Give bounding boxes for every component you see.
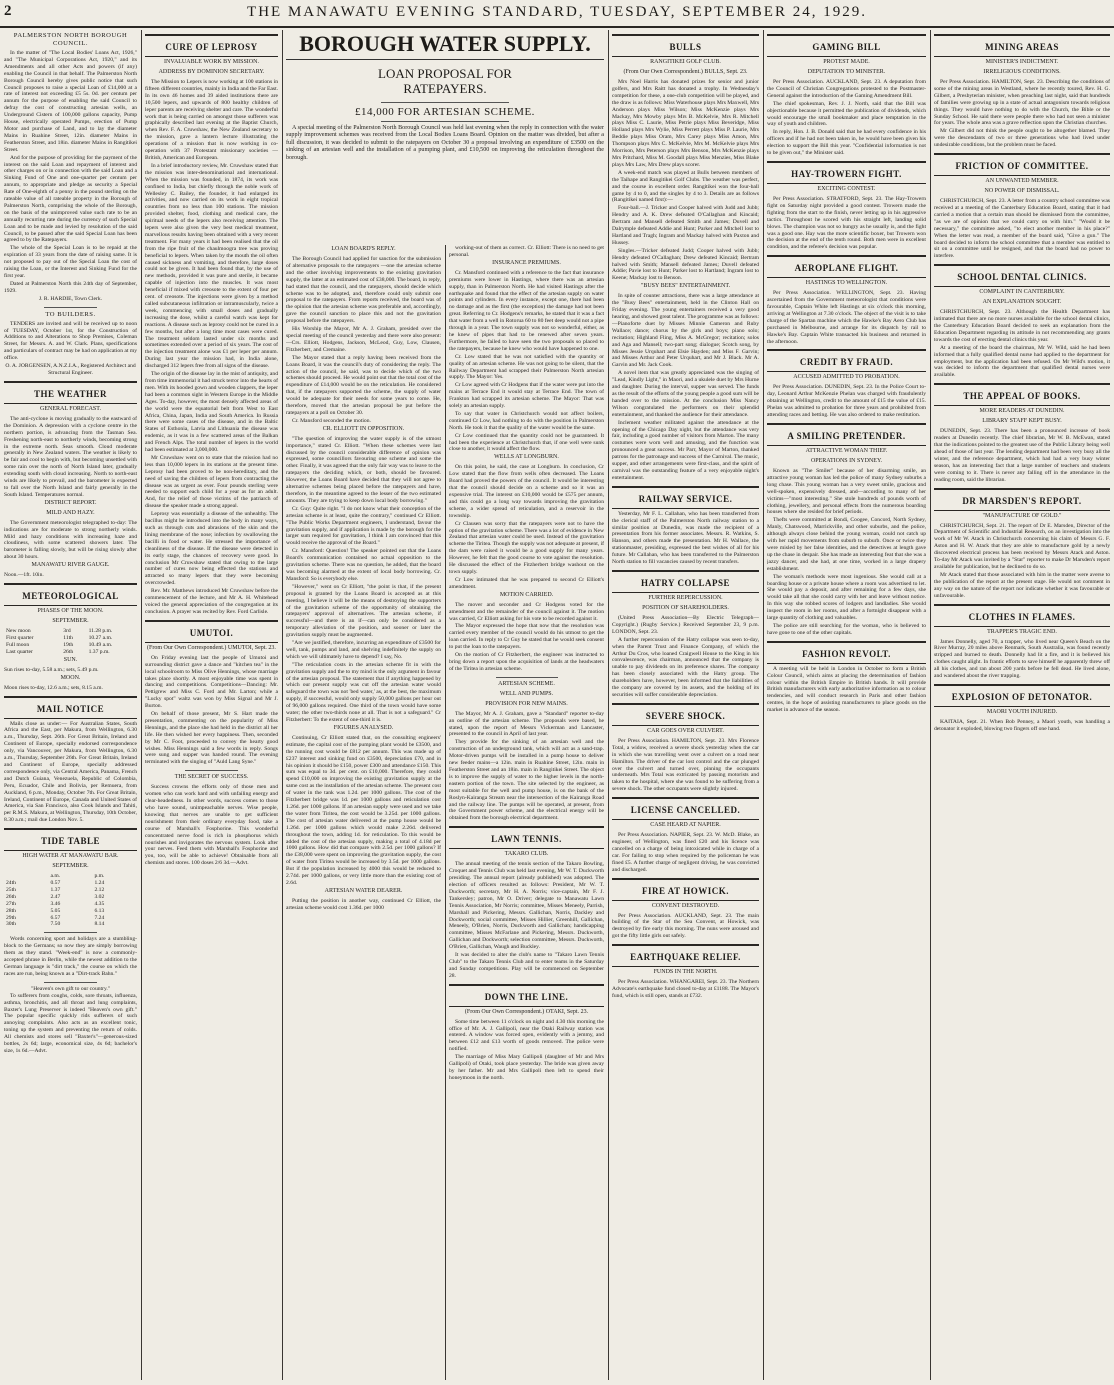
rail-body: Yesterday, Mr F. L. Callahan, who has been transferred from the clerical staff of the Palmerston North railway station to a similar position at Dunedin, was made the recipient of a presentation from his former associates. Messrs. R. Watkins, S. Hanson, and others made the presentation. Mr H. Wallace, the stationmaster, presiding, expressed the best wishes of all for his future. Mr Callahan, who has been transferred to the Palmerston North station to fill vacancies caused by recent transfers. (612, 510, 759, 566)
busy-body: Inclement weather militated against the attendance at the opening of the Chicago Day night, but the attendance was very fair, including a good number of visitors from Marton. The many costumes were worn well and amusing, and the function was pronounced a great success. Mr Parr, Mayor of Marton, thanked patrons for the patronage and success of the Carnival. The music, supper, and other arrangements were first-class, and the spirit of carnival was the outstanding feature of a very enjoyable night's entertainment. (612, 419, 759, 481)
motion-heading: MOTION CARRIED. (499, 591, 554, 598)
motion-body: On the motion of Cr Fitzherbert, the engineer was instructed to bring down a report upon the acquisition of lands at the headwaters of the Tiritea in artesian scheme. (449, 652, 604, 672)
marsden-heading: DR MARSDEN'S REPORT. (962, 495, 1082, 506)
mining-body: Mr Gilbert did not think the people ought to be altogether blamed. They were the descendants of two or three generations who had lived under undesirable conditions, but the problem must be faced. (934, 128, 1110, 149)
column-5 (612, 30, 759, 1380)
dental-heading: SCHOOL DENTAL CLINICS. (957, 272, 1087, 283)
artesian-subheading: WELL AND PUMPS. (499, 690, 554, 697)
notice-signature: J. R. HARDIE, Town Clerk. (38, 295, 103, 302)
flames-heading: CLOTHES IN FLAMES. (968, 611, 1076, 622)
licence-heading: LICENSE CANCELLED. (630, 805, 741, 816)
board-body: His Worship the Mayor, Mr A. J. Graham, presided over the special meeting of the council yesterday and there were also present:—Crs. Elliott, Hodgens, Jackson, McLeod, Guy, Low, Clausen, Fitzherbert, and Cremaine. (286, 326, 441, 353)
divider (44, 982, 97, 983)
table-row: 26th 2.47 3.02 (6, 893, 105, 900)
busy-body: A novel item that was greatly appreciated was the singing of "Lead, Kindly Light," in Maori, and a ukulele duet by Mrs Hurne and daughter. During the interval, supper was served. The funds as the result of the efforts of the young people a good sum will be handed over to the mission. At the conclusion Miss Nancy Wilson congratulated the performers on their splendid entertainment, and thanked the audience for their attendance. (612, 370, 759, 418)
revolt-heading: FASHION REVOLT. (802, 648, 891, 659)
credit-subheading: ACCUSED ADMITTED TO PROBATION. (793, 374, 900, 381)
cure-body: Rev. Mr. Matthews introduced Mr Cruwshaw before the commencement of the lecture, and Mr A. H. Whitehead voiced the general appreciation of the congregation at its conclusion. A prayer was recited by Rev. Ford Carlisle. (145, 588, 278, 615)
dearer-heading: ARTESIAN WATER DEARER. (324, 887, 403, 894)
licence-subheading: CASE HEARD AT NAPIER. (650, 822, 721, 829)
umutoi-heading: UMUTOI. (189, 627, 234, 638)
fire-subheading: CONVENT DESTROYED. (651, 902, 720, 909)
bulls-body: A week-end match was played at Bulls between members of the Taihape and Rangitikei Golf Clubs. The weather was perfect, and the course in excellent order. Rangitikei won the four-ball game by 4 to 0, and the singles by 4 to 3. Details are as follows (Rangitikei named first):— (612, 169, 759, 204)
elliott-body: "The reticulation costs in the artesian scheme fit in with the gravitation supply and the to my mind is the only argument in favour of the artesian proposal. The statement that if anything happened by which our present supply was cut off the artesian water would safeguard the town was not 'bed water,' as, at the best, the maximum supply, if successful, would only supply 50,000 gallons per hour out of 96,000 gallons required. One third of the town would have some water; the other two-thirds none at all. That is not a safeguard." Cr Fitzherbert: To the extent of one-third it is. (286, 661, 441, 723)
dental-body: CHRISTCHURCH, Sept. 23. Although the Health Department has intimated that there are no more nurses available for the school dental clinics, the Canterbury Education Board decided to seek an explanation from the Education Department regarding its attitude in not recommending any grants towards the cost of erecting dental clinics this year. (934, 309, 1110, 343)
column-1 (4, 30, 137, 1380)
severe-body: Per Press Association. HAMILTON, Sept. 23. Mrs Florence Total, a widow, received a severe shock yesterday when the car in which she was travelling went over a culvert on a road near Hamilton. The driver of the car lost control and the car plunged over the culvert and turned over, pinning the occupants underneath. Mrs Total was extricated by passing motorists and taken to the hospital, where she was found to be suffering from a severe shock. The other occupants were slightly injured. (612, 737, 759, 793)
books-subheading: LIBRARY STAFF KEPT BUSY. (982, 418, 1062, 425)
flames-body: James Donnelly, aged 70, a trapper, who lived near Queen's Beach on the River Murray, 20 miles above Renmark, South Australia, was found recently stripped and burned to death. Donnelly had lit a fire, and it is believed his clothes caught alight. In frantic efforts to save himself he apparently threw off all his clothes, and ran about 200 yards before he fell dead. He lived alone, and wandered about the river trapping. (934, 638, 1110, 680)
wells-body: Cr Low intimated that he was prepared to second Cr Elliott's amendment. (449, 576, 604, 590)
notice-heading: PALMERSTON NORTH BOROUGH COUNCIL. (13, 32, 128, 47)
gaming-body: Per Press Association. AUCKLAND, Sept. 23. A deputation from the Council of Christian Congregations protested to the Postmaster-General against the introduction of the Gaming Amendment Bill. (767, 79, 926, 99)
friction-subheading: AN UNWANTED MEMBER. (985, 178, 1059, 185)
artesian-body: The Mayor, Mr A. J. Graham, gave a "Standard" reporter to-day an outline of the artesian scheme. The proposals were based, he stated, upon the report of Messrs Vickerman and Lancaster, presented to the council in April of last year. (449, 710, 604, 738)
cure-heading: CURE OF LEPROSY (165, 42, 258, 52)
notice-body: And for the purpose of providing for the payment of the interest on the said Loan and repayment of interest and other charges on or in connection with the said Loan and a Sinking Fund of One and one-quarter per centum per annum, to appropriate and pledge as security a Special Rate of One-eighth of a penny in the pound sterling on the rateable value of all rateable property in the Borough of Palmerston North, comprising the whole of the Borough, on the basis of the unimproved value such rate to be an annually recurring rate during the currency of such Special Loan and to be made and levied by resolution of the said Council, to be passed after the said Special Loan has been agreed to by the Ratepayers. (4, 154, 137, 244)
licence-body: Per Press Association. NAPIER, Sept. 23. W. McD. Blake, an engineer, of Wellington, was fined £20 and his licence was cancelled on a charge of being intoxicated while in charge of a car. For failing to stop when required by the policeman he was fined £5. A further charge of negligent driving, he was convicted and discharged. (612, 832, 759, 873)
explosion-heading: EXPLOSION OF DETONATOR. (951, 691, 1093, 702)
insurance-body: Cr. Low stated that he was not satisfied with the quantity or quality of an artesian scheme. He was not going to be silent, that the Railway Department had scrapped their Palmerston North artesian supply. The Mayor: Yes. (449, 353, 604, 381)
dental-subheading: COMPLAINT IN CANTERBURY. (979, 289, 1065, 296)
column-3 (286, 245, 441, 1380)
hay-heading: HAY-TROWERN FIGHT. (791, 168, 902, 179)
lead-intro: A special meeting of the Palmerston North Borough Council was held last evening when the reply in connection with the water supply improvement schemes was received from the Local Bodies Loans Board. Opinion on the matter was divided, but after a full discussion, it was decided to submit to the ratepayers on October 30 a proposal involving an expenditure of £3500 on the sinking of an artesian well and the installation of a pumping plant, and £10,500 on improving the reticulation throughout the borough. (286, 125, 604, 161)
river-reading: Noon.—1ft. 10in. (4, 572, 44, 579)
dearer-body: Putting the position in another way, continued Cr Elliott, the artesian scheme would cost 1.36d. per 1000 (286, 897, 441, 911)
table-row: 24th 0.57 1.24 (6, 880, 105, 887)
column-rule (763, 30, 764, 1380)
river-heading: MANAWATU RIVER GAUGE. (31, 562, 110, 569)
fire-body: Per Press Association. AUCKLAND, Sept. 23. The main building of the Star of the Sea Convent, at Howick, was destroyed by fire early this morning. The nuns were aroused and got the fifty little girls out safely. (612, 912, 759, 940)
busy-heading: "BUSY BEES" ENTERTAINMENT. (640, 283, 731, 290)
artesian-subheading: PROVISION FOR NEW MAINS. (485, 700, 568, 707)
mining-body: Per Press Association. HAMILTON, Sept. 23. Describing the conditions of some of the mining areas in Westland, where he recently toured, Rev. H. G. Gilbert, a Presbyterian minister, when preaching last night, said that hundreds of families were growing up in a state of actual antagonism towards religious things. They would have nothing to do with the Church, the Bible or the Sunday School. He said there were people there who had not seen a minister for years. The whole area was a grave reflection upon the Christian churches. (934, 79, 1110, 127)
builders-body: TENDERS are invited and will be received up to noon of TUESDAY, October 1st, for the Construction of Additions to and Alterations to Shop Premises, Coleman Street, for Messrs. A. and W. Clark. Plans, specifications and particulars of contract may be had on application at my office. (4, 320, 137, 362)
dental-body: At a meeting of the board the chairman, Mr W. Wild, said he had been informed that a fully qualified dental nurse had applied to the department for employment, but the application had been refused. On Mr Wild's motion, it was decided to inform the department that qualified dental nurses were available. (934, 344, 1110, 379)
meteorological-heading: METEOROLOGICAL (22, 591, 119, 602)
wells-body: On this point, he said, the case at Longburn. In conclusion, Cr Low stated that the flow from wells often decreased. The Loans Board had proved the powers of the council. It would be interesting that the council should decide on a scheme and so it was an expensive trial. The interest on £10,000 would be £575 per annum, and this could go a long way towards improving the gravitation scheme, a wider spread of reticulation, and a reservoir in the township. (449, 464, 604, 519)
pretender-body: Thefts were committed at Bondi, Coogee, Concord, North Sydney, Manly, Chatswood, Marrickville, and other suburbs, and the police, although always close behind the young woman, could not catch up with her rapid movements from suburb to suburb. Once or twice they were misled by her false identities, and the detectives at length gave up the chase in despair. She has made an interesting feat that she was a jazzy dancer, and she had, at one time, worked in a large drapery establishment. (767, 517, 926, 572)
divider (44, 307, 97, 308)
mining-subheading: IRRELIGIOUS CONDITIONS. (983, 69, 1061, 75)
tide-month: SEPTEMBER. (52, 863, 89, 870)
weather-body: The anti-cyclone is moving gradually to the eastward of the Dominion. A depression with a cyclone centre in the northern portion, is advancing from the Tasman Sea. Freshening north-east to northerly winds, becoming strong in the extreme north. Seas smooth. Cloud moderate generally in New Zealand waters. The weather is likely to be fair and cool to begin with, but becoming unsettled with some rain over the north of North Island later, gradually extending south with cloud increasing. North to north-east winds are likely to prevail, and the barometer is expected to fall over the North Island and fairly generally in the South Island. Temperatures normal. (4, 415, 137, 498)
revolt-body: A meeting will be held in London in October to form a British Colour Council, which aims at placing the determination of fashion colour within the British Empire in British hands. It will provide British manufacturers with early authoritative information as to colour tendencies, and will conduct research in Paris and other fashion centres, in the hope of assisting manufacturers to place goods on the market in advance of the season. (767, 665, 926, 714)
moon-phases-heading: PHASES OF THE MOON. (37, 608, 104, 615)
table-row: 28th 5.05 6.13 (6, 907, 105, 914)
tide-table (4, 873, 137, 928)
credit-body: Per Press Association. DUNEDIN, Sept. 23. In the Police Court to-day, Leonard Arthur McKenzie Phelan was charged with fraudulently obtaining at Wellington, credit to the amount of £15 the value of £15. Phelan was admitted to probation for three years and prohibited from attending races and betting. He was also ordered to make restitution. (767, 384, 926, 419)
column-rule (141, 30, 142, 1380)
line-subheading: (From Our Own Correspondent.) OTAKI, Sept. 23. (464, 1008, 589, 1015)
marsden-body: CHRISTCHURCH, Sept. 21. The report of Dr E. Marsden, Director of the Department of Scientific and Industrial Research, on an investigation into the work of Mr W. Atack in Christchurch concerning his claim of Messrs G. F. Aston and H. W. Atack that they are able to manufacture gold by a newly discovered electrical process has been received by Messrs Atack and Aston. To-day Mr Atack was invited by a "Star" reporter to make Dr Marsden's report available for publication, but he declined to do so. (934, 522, 1110, 570)
credit-heading: CREDIT BY FRAUD. (799, 357, 894, 368)
marsden-body: Mr Atack stated that those associated with him in the matter were averse to the publication of the report at the present stage. He would not comment in any way on the nature of the report nor indicate whether it was favourable or unfavourable. (934, 571, 1110, 599)
elliott-body: "However," went on Cr Elliott, "the point is that, if the present proposal is granted by the Loans Board is accepted as at this meeting, I believe it will be the means of destroying the supporters of the gravitation scheme of the opportunity of obtaining the ratepayers' approval of alternatives. The artesian scheme, if successful—and there is an if—can only be considered as a temporary alleviation of the position, and sooner or later the gravitation supply must be augmented. (286, 583, 441, 639)
lead-article-header (286, 30, 604, 163)
table-row: Last quarter 26th 1.37 p.m. (6, 648, 110, 655)
mining-subheading: MINISTER'S INDICTMENT. (985, 59, 1059, 65)
board-heading: LOAN BOARD'S REPLY. (331, 246, 396, 252)
cure-body: The Mission to Lepers is now working at 100 stations in fifteen different countries, mainly in India and the Far East. In its own 46 homes and 39 aided institutions there are 10,500 lepers, and upwards of 800 healthy children of leper parents are receiving shelter and care. The wonderful work that is being carried on amongst those sufferers was graphically described last evening at the Baptist Church, when Rev. F. A. Cruwshaw, the New Zealand secretary to the mission, gave a lantern lecture illustrating the operations of a mission that is now working in co-operation with 37 Protestant missionary societies — British, American and European. (145, 79, 278, 161)
lawn-body: The annual meeting of the tennis section of the Takaro Bowling, Croquet and Tennis Club was held last evening, Mr W. T. Duckworth presiding. The annual report (already published) was adopted. The election of officers resulted as follows: President, Mr W. T. Duckworth; secretary, Mr H. A. Norris; vice-captain, Mr F. J. Tankersley; patron, Mr O. Driver; delegate to Manawatu Lawn Tennis Association, Mr Norris; committee, Misses Meneely, Parrish, Marshall and Pickering, Messrs. Gallichan, Norris, Dackley and Dockworth; social committee, Misses Hillier, Greenhill, Gallichan, Meneely, O'Brien, Norris, Duckworth and Gallichan; handicapping committee, Misses McFarlane and Pickering, Messrs. Duckworth, Gallichan and Dockworth; selection committee, Messrs. Duckworth, O'Brien, Gallichan, Waugh and Buckley. (449, 861, 604, 951)
district-subheading: MILD AND HAZY. (46, 509, 95, 516)
figures-body: Continuing, Cr Elliott stated that, on the consulting engineers' estimate, the capital cost of the pumping plant would be £3500, and the running cost would be £812 per annum. This was made up of £237 interest and sinking fund on £3500, depreciation £70, and in his opinion it should be £150, power £300 and attendance £150. This sum was equal to 3d. per cent. on £10,000. Therefore, they could spend £10,000 on improving the existing gravitation supply at the same cost as the installation of the artesian scheme. The present cost of water in the tank was 1.2d. per 1000 gallons. The cost of the Fitzherbert bridge was 1d. per 1000 gallons and reticulation cost 1.26d. per 1000 gallons. If an artesian supply were used and we take the water from Tiritea, the cost would be 3.25d. per 1000 gallons. The cost of artesian water delivered at the pump house would be 1.26d. per 1000 gallons which would make 2.26d. delivered throughout the town, adding 1d. for reticulation. To this would be added the cost of the artesian supply, making a total of 4.18d per 1000 gallons. How did that compare with 2.5d. per 1000 gallons? If the £38,000 were spent on improving the gravitation supply, the cost of water from Tiritea would be increased by 3.5d. per 1000 gallons. But if the population increased by 4000 this would be reduced to 2.74d. per 1000 gallons, or very little more than the existing cost of 2.6d. (286, 734, 441, 886)
books-body: DUNEDIN, Sept. 23. There has been a pronounced increase of book readers at Dunedin recently. The chief librarian, Mr W. B. McEwan, stated that the indications pointed to the greatest use of the Public Library being well ahead of those of last year. The lending department had been very busy all the winter, and the reference department, which had had a very busy winter season, has an interesting fact that a large number of teachers and students were coming to it. There is never any falling off in the attendance in the reading room, said the librarian. (934, 428, 1110, 483)
divider (496, 677, 558, 678)
sun-text: Sun rises to-day, 5.58 a.m.; sets, 5.49 p.m. (4, 666, 99, 673)
quake-heading: EARTHQUAKE RELIEF. (630, 952, 741, 963)
elliott-body: Cr. Guy: Quite right. "I do not know what their conception of the artesian scheme is at least, quite the contrary," continued Cr Elliott. "The Public Works Department engineers, I understand, favour the gravitation supply, and if application is made by the borough for the larger sum required for gravitation, I think I am convinced that this would receive the approval of the Board." (286, 505, 441, 547)
column-2 (145, 30, 278, 1380)
rail-heading: RAILWAY SERVICE. (638, 493, 733, 504)
motion-body: The Mayor expressed the hope that now that the resolution was carried every member of the council would do his utmost to get the loan carried. In reply to Cr Guy he stated that he would seek consent to put the loan to the ratepayers. (449, 623, 604, 651)
builders-signature: O. A. JORGENSEN, A.N.Z.I.A., Registered Architect and Structural Engineer. (5, 363, 136, 376)
severe-heading: SEVERE SHOCK. (645, 710, 726, 721)
secret-body: Success crowns the efforts only of those men and women who can work hard and with unfailing energy and clear-headedness. In other words, success comes to those who have sound, unimpeachable nerves. Wise people, knowing that nerves are unable to get sufficient nourishment from their ordinary everyday food, take a course of Marshall's Fosphorine. This wonderful concentrated nerve food is rich in phosphorus which nourishes and invigorates the nervous system. Look after your nerves. Feed them with Marshall's Fosphorine and you, too, will be able to achieve! Obtainable from all chemists and stores. 100 doses 2/6 3d.—Advt. (145, 784, 278, 867)
hatry-heading: HATRY COLLAPSE (641, 578, 730, 588)
elliott-heading: CR. ELLIOTT IN OPPOSITION. (322, 425, 405, 432)
lawn-heading: LAWN TENNIS. (491, 834, 562, 845)
divider (185, 770, 238, 771)
umutoi-body: On behalf of those present, Mr S. Hart made the presentation, commenting on the popularity of Miss Hennings, and the place she had held in the district all her life. He then wished her every happiness. Then, seconded by Mr C. Foot, proceeded to convey the hearty good wishes. Miss Hennings said a few words in reply. Songs were sung and supper was handed round. The evening terminated with the singing of "Auld Lang Syne." (145, 711, 278, 766)
bulls-subheading: RANGITIKEI GOLF CLUB. (650, 59, 721, 65)
hatry-subheading: FURTHER REPERCUSSION. (648, 595, 723, 601)
cure-subheading: ADDRESS BY DOMINION SECRETARY. (158, 69, 265, 75)
masthead (0, 0, 1114, 28)
column-4 (449, 245, 604, 1380)
lead-subhead: LOAN PROPOSAL FOR RATEPAYERS. (378, 66, 512, 96)
moon-text: Moon rises to-day, 12.6 a.m.; sets, 8.15 a.m. (4, 684, 103, 691)
insurance-body: Cr Low continued that the quantity could not be guaranteed. It had been the experience at Christchurch that, if one well were sunk close to another, it would affect the flow. (449, 432, 604, 453)
pretender-body: Known as "The Smiler" because of her disarming smile, an attractive young woman has led the police of many Sydney suburbs a long chase. This young woman has a very sweet smile, gracious and well-spoken, expensively dressed, and—according to many of her victims—"most interesting." She stole hundreds of pounds worth of clothing, jewellery, and personal effects from the numerous boarding houses where she resided for brief periods. (767, 468, 926, 516)
builders-heading: TO BUILDERS. (45, 310, 96, 318)
busy-body: In spite of counter attractions, there was a large attendance at the "Busy Bees" entertainment, held in the Clinton Hall on Friday evening. The young entertainers received a very good hearing, and showed great talent. The programme was as follows:—Pianoforte duet by Misses Minnie Cameron and Ruby Wallace; dance; chorus by the girls and boys; piano solo; recitation; Highland Fling, Miss A. McGregor; recitation; solos and Aga and Mansell; two-part song; dialogue; Scotch song, by Misses Jessie Urquhart and Elsie Hayden; and Miss F. Garvin; and Misses Arthur and Peter Urquhart, and Mr J. Black. Mr A. Garvin and Mr. Jack Cook. (612, 293, 759, 369)
lawn-subheading: TAKARO CLUB. (504, 851, 549, 858)
column-7 (934, 30, 1110, 1380)
wells-body: Cr Clausen was sorry that the ratepayers were not to have the option of the gravitation scheme. There was a lot of evidence in New Zealand that artesian water could be used. Instead of the gravitation scheme the Tiritea. Though the supply was not adequate at present, if the dam were raised it would be a good supply for many years. However, he felt that the good course to vote against the resolution. He discussed the effect of the Fitzherbert bridge washout on the town supply. (449, 520, 604, 575)
notice-body: The whole of the Special Loan is to be repaid at the expiration of 33 years from the date of raising same. It is not proposed to pay out of the Special Loan the cost of raising the Loan, or the Interest and Sinking Fund for the first year. (4, 245, 137, 279)
moon-table (4, 628, 137, 656)
board-body: Cr. Mansford seconded the motion. (292, 417, 371, 424)
figures-heading: FIGURES ANALYSED. (333, 724, 394, 731)
friction-subheading: NO POWER OF DISMISSAL. (984, 188, 1060, 195)
fire-heading: FIRE AT HOWICK. (642, 885, 729, 896)
umutoi-subheading: (From Our Own Correspondent.) UMUTOI, Sept. 23. (147, 644, 276, 651)
cure-body: The origin of the disease lay in the mist of antiquity, and from time immemorial it had struck terror into the hearts of men. With its hooded gown and wooden clappers, the leper had been a common sight in Western Europe in the Middle Ages. To-day, however, the most densely affected areas of the world were the equatorial belt from West to East Africa, China, Japan, India and South America. In Russia there were some cases of the disease, and in the Baltic States of Esthonia, Latvia and Lithuania the disease was endemic, as it was in a few scattered areas of the Balkan and French Alps. The total number of lepers in the world had been estimated at 3,000,000. (145, 371, 278, 454)
notice-body: In the matter of "The Local Bodies' Loans Act, 1926," and "The Municipal Corporations Act, 1920," and its Amendments and all other Acts and powers (if any) enabling the Council in that behalf. The Palmerston North Borough Council hereby gives public notice that such Council proposes to raise a special Loan of £14,000 at a rate of interest not exceeding £5 5s. 0d. per centum per annum for the purpose of enabling the said Council to defray the cost of constructing artesian wells, an Underground Cistern of 100,000 gallons capacity, Pump House, electrically operated Pumps, erection of Pump Motor and purchase of Land, and to lay the diameter Mains in Ruahine Street, 12in. diameter Mains in Featherston Street, and 18in. diameter Mains in Rangitikei Street. (4, 50, 137, 153)
elliott-body: "Are we justified, therefore, incurring an expenditure of £3500 for well, tank, pumps and land, and shelving indefinitely the supply on which we will ultimately have to depend? I say, No. (286, 640, 441, 660)
marsden-subheading: "MANUFACTURE OF GOLD." (982, 512, 1062, 519)
bulls-body: Four-ball.—J. Tricker and Cooper halved with Judd and Jubb; Hendry and A. K. Drew defeated O'Callaghan and Kincaid; Bertram and Mansell defeated Smith and James; Duvell and Dalrymple defeated Addie and Hunt; Parker and Mitchell lost to Hartland and Tragh; Ingram and Mackay halved with Paxton and Hussey. (612, 205, 759, 246)
flames-subheading: TRAPPER'S TRAGIC END. (987, 628, 1057, 635)
explosion-body: KAITAIA, Sept. 21. When Bob Penney, a Maori youth, was handling a detonator it exploded, blowing two fingers off one hand. (934, 718, 1110, 732)
table-row: 25th 1.37 2.12 (6, 886, 105, 893)
umutoi-body: On Friday evening last the people of Umutoi and surrounding district gave a dance and "kitchen tea" in the local schoolroom to Miss Olive Hennings, whose marriage takes place shortly. A most enjoyable time was spent in dancing and competitions. Competitions—Dancing: Mr. Pettigrew and Miss C. Ford and Mr. Larton; while a "Lucky spot" waltz was won by Miss Signal and Mr J. Burton. (145, 654, 278, 710)
cure-subheading: INVALUABLE WORK BY MISSION. (164, 59, 259, 65)
table-row: New moon 3rd 11.28 p.m. (6, 628, 113, 635)
gaming-body: The chief spokesman, Rev. J. J. North, said that the Bill was objectionable because it permitted the publication of dividends, which would encourage the small bookmaker and place temptation in the way of youth and children. (767, 100, 926, 128)
tide-subheading: HIGH WATER AT MANAWATU BAR. (22, 853, 119, 860)
pretender-body: The woman's methods were most ingenious. She would call at a boarding house or a private house where a room was advertised to let. She would pay a deposit, and after remaining for a few days, she would take all that she could carry with her and leave without notice. In this way she robbed scores of lodgers and landladies. She would inspect the room in her rooms, and after a fortnight disappear with a large quantity of clothing and valuables. (767, 573, 926, 622)
sun-heading: SUN. (63, 656, 78, 663)
advert-headline: "Heaven's own gift to our country." (30, 985, 111, 992)
table-row: Full moon 19th 10.49 a.m. (6, 641, 113, 648)
hatry-body: A further repercussion of the Hatry collapse was seen to-day, when the Parent Trust and Finance Company, of which the Arthur Du Cros, who loaned Craigwell House to the King in his convalescence, was chairman, announced that the company is unable to pay dividends on its preference shares. The company has been closely associated with the Hatry group. The shareholders have, however, been informed that the liabilities of the company are covered by its assets, and the holding of its securities will suffer considerable depreciation. (612, 636, 759, 698)
pretender-subheading: OPERATIONS IN SYDNEY. (810, 458, 883, 464)
bulls-body: Singles.—Tricker defeated Judd; Cooper halved with Jubb; Hendry defeated O'Callaghan; Drew defeated Kincaid; Bertram halved with Smith; Mansell defeated James; Duvell defeated Addie; Pavie lost to Hunt; Parker lost to Hartland; Ingram lost to Keene; Mackay lost to Benson. (612, 247, 759, 282)
mail-body: Mails close as under:— For Australian States, South Africa and the East, per Makura, from Wellington, 6.30 a.m., Thursday, Sept. 26th. For Great Britain, Ireland and Continent of Europe, specially endorsed correspondence only, via Vancouver, per Makura, from Wellington, 6.30 a.m., Thursday, September 26th. For Great Britain, Ireland and Continent of Europe, specially addressed correspondence only, via Central America, Panama, French and Dutch Guiana, Venezuela, Republic of Colombia, Peru, Ecuador, Chile and Bolivia, per Remuera, from Auckland, 6 p.m., Monday, October 7th. For Great Britain, Ireland, Continent of Europe, Canada and United States of America, via San Francisco, also Cook Islands and Tahiti, per R.M.S. Makura, at Wellington, Thursday, 10th October, 8.30 a.m.; mail due London Nov. 5. (4, 720, 137, 824)
moon-month: SEPTEMBER. (52, 618, 89, 625)
table-row: 27th 3.46 4.35 (6, 900, 105, 907)
gaming-subheading: PROTEST MADE. (823, 59, 870, 65)
column-rule (930, 30, 931, 1380)
explosion-subheading: MAORI YOUTH INJURED. (986, 708, 1058, 715)
hatry-subheading: POSITION OF SHAREHOLDERS. (642, 605, 729, 611)
books-subheading: MORE READERS AT DUNEDIN. (979, 408, 1065, 415)
lead-headline: BOROUGH WATER SUPPLY. (286, 32, 604, 60)
lead-subhead: £14,000 FOR ARTESIAN SCHEME. (355, 106, 535, 118)
hay-subheading: EXCITING CONTEST. (817, 185, 876, 192)
secret-heading: THE SECRET OF SUCCESS. (174, 774, 249, 781)
table-row: 29th 6.57 7.24 (6, 914, 105, 921)
hay-body: Per Press Association. STRATFORD, Sept. 23. The Hay-Trowern fight on Saturday night provided a good contest. Trowern made the fighting from the start to the finish, never letting up in his aggressive tactics. Throughout he scored with his straight left, landing solid blows. The champion was not so hungry as he usually is, and the fight was a good one. Hay was the more scientific boxer, but Trowern won the decision at the end of the tenth round. Both men were in excellent condition, and the referee's decision was popular. (767, 195, 926, 251)
district-body: The Government meteorologist telegraphed to-day: The indications are for moderate to strong northerly winds. Mild and hazy conditions with increasing haze and cloudiness, with some scattered showers later. The barometer is falling slowly, but will be rising slowly after about 30 hours. (4, 519, 137, 561)
cure-body: Mr Cruwshaw went on to state that the mission had no less than 10,000 lepers in its stations at the present time. Leprosy had been proved to be non-hereditary, and the need of saving the children of lepers from contracting the disease was as urgent as ever. Four pounds sterling were needed to support each child for a year as for an adult. And, for the relief of those victims of the patriarch of disease the speaker made a strong appeal. (145, 454, 278, 510)
pretender-heading: A SMILING PRETENDER. (787, 431, 906, 441)
column-rule (282, 30, 283, 1380)
severe-subheading: CAR GOES OVER CULVERT. (647, 727, 724, 734)
divider (381, 102, 508, 103)
cure-body: Leprosy was essentially a disease of the unhealthy. The bacillus might be introduced into the body in many ways, such as through cuts and abrasions of the skin and the lining membrane of the nose; infection by swallowing the bacilli in food or water. He stressed the importance of cleanliness of the disease. If the disease were detected in its early stage, the chances of recovery were good. In conclusion Mr Cruwshaw stated that owing to the large number of cures now being effected the stations and attracted so many lepers that they were becoming overcrowded. (145, 511, 278, 587)
advert-body: To sufferers from coughs, colds, sore throats, influenza, asthma, bronchitis, and all throat and lung complaints, Baxter's Lung Preserver is indeed "Heaven's own gift." The popular specific quickly rids sufferers of such annoying complaints. Also acts as an excellent tonic, toning up the system and preventing the return of colds. All chemists and stores sell "Baxter's"—generous-sized bottles, 2s 6d; large, economical size, 4s 6d; bachelor's size, 1s 6d.—Advt. (4, 992, 137, 1054)
continued-body: working-out of them as correct. Cr. Elliott: There is no need to get personal. (449, 245, 604, 258)
artesian-body: They provide for the sinking of an artesian well and the construction of an underground tank, which will act as a sand-trap. Motor-driven pumps will be installed in a pump house to deliver new feeder mains—a 12in. main in Ruahine Street, 12in. main in Featherston Street and an 18in. main in Rangitikei Street. The object is to improve the supply of water to the higher levels in the north-eastern portion of the town. The site selected by the engineer, as most suitable for the well and pump house, is on the bank of the Roslyn-Kairanga Stream near the intersection of the Kairanga Road and the railway line. The pumps will be operated, at present, from the Government power scheme, and the electrical energy will be obtained from the borough electrical department. (449, 739, 604, 822)
tide-heading: TIDE TABLE (41, 836, 100, 847)
bulls-body: Mrs Noel Harris has donated prizes for senior and junior golfers, and Mrs Raitt has donated a trophy. In Wednesday's competition for these, a one-club competition will be played, and the draw is as follows: Miss Waterhouse plays Mrs Maxwell, Mrs Anderson plays Miss Wilson; Miss McKenzie plays Mrs Mackay, Mrs Mowby plays Mrs B. McKelvie, Mrs R. Mitchell plays Miss C. Laurie, Miss Petrie plays Miss Beveridge, Miss Holland plays Mrs Wylie, Miss Perrett plays Miss P. Laurie, Mrs Beddie plays Miss Oram, Mrs Carey plays Miss Amon, Mrs Thompson plays Mrs C. McKelvie, Mrs M. McKelvie plays Mrs Morrison, Mrs Peterson plays Mrs Benson, Mrs McKenzie plays Mrs Pritchard, Miss M. Goodall plays Miss Menzies, Miss Blake plays Mrs Law, Mrs Drew plays scorer. (612, 79, 759, 168)
line-heading: DOWN THE LINE. (484, 991, 569, 1002)
gaming-subheading: DEPUTATION TO MINISTER. (807, 69, 886, 75)
mail-heading: MAIL NOTICE (36, 703, 105, 714)
insurance-body: Cr. Mansford continued with a reference to the fact that insurance premiums were lower in Hastings, where there was an artesian supply, than in Palmerston North. He had visited Hastings after the earthquake and found that the effect of the artesian supply on water points and cylinders. In every instance, except one, there had been no damage and as the first (the exception) the damage had not been great. Referring to Cr. Hodgens's remarks, he stated that it was a fact that water from a well in Rotorua 60 to 80 feet deep would not a pipe through in a year. The town supply was not so wonderful, either, as he knew of pipes that had to be renewed after seven years. Furthermore, he failed to have seen the two proposals so placed to the ratepayers, because he knew who would have happened to one. (449, 269, 604, 352)
elliott-body: "The question of improving the water supply is of the utmost importance," stated Cr. Elliott. "When these schemes were last discussed by the council considerable difference of opinion was expressed, some councillors favouring one scheme and some the other. Finally, it was agreed that the only fair way was to leave to the ratepayers the deciding which, or both, should be favoured. However, the Loans Board have decided that they will not agree to alternative schemes being placed before the ratepayers and have, therefore, in the meantime agreed to the lesser of the two estimated amounts. They are trying to keep down local body borrowing." (286, 435, 441, 504)
weather-heading: THE WEATHER (34, 388, 107, 399)
table-row: First quarter 11th 10.27 a.m. (6, 635, 113, 641)
quake-body: Per Press Association. WHANGAREI, Sept. 23. The Northern Advocate's earthquake fund closed to-day at £1188. The Mayor's fund, which is still open, stands at £732. (612, 979, 759, 999)
line-body: The marriage of Miss Mary Gallipoli (daughter of Mr and Mrs Gallipoli) of Otaki, took place yesterday. The bride was given away by her father. Mr and Mrs Gallipoli then left to spend their honeymoon in the north. (449, 1054, 604, 1081)
column-rule (445, 245, 446, 1380)
board-body: The Borough Council had applied for sanction for the submission of alternative proposals to the ratepayers —one the artesian scheme and the other involving improvements to the existing gravitation supply, the latter at an estimated cost of £38,000. The board, in reply, had stated that the council, and the ratepayers, should decide which scheme was to be adopted, and, therefore could only submit one proposal to the ratepayers. From reports received, the board was of the opinion that the artesian scheme was preferable and, accordingly, gave the council sanction to place this and not the gravitation proposal before the ratepayers. (286, 256, 441, 325)
moon-subheading: MOON. (60, 674, 81, 681)
motion-body: The mover and seconder and Cr Hodgens voted for the amendment and the remainder of the council against it. The motion was carried, Cr Elliott asking for his vote to be recorded against it. (449, 601, 604, 622)
quake-subheading: FUNDS IN THE NORTH. (653, 969, 718, 976)
elliott-body: Cr. Mansford: Question! The speaker pointed out that the Loans Board's communication contained no actual opposition to the gravitation scheme. There was no question, he added, that the board was becoming alarmed at the extent of local body borrowing. Cr. Mansford: So is everybody else. (286, 548, 441, 582)
hatry-body: (United Press Association—By Electric Telegraph—Copyright.) (Rugby Service.) Received September 23, 9 p.m. LONDON, Sept. 23. (612, 615, 759, 635)
dental-subheading: AN EXPLANATION SOUGHT. (982, 299, 1062, 306)
friction-body: CHRISTCHURCH, Sept. 23. A letter from a country school committee was received at a meeting of the Canterbury Education Board, stating that it had carried a motion that a certain man should be dismissed from the committee, "as we are of opinion that we could carry on with him." "Would it be necessary," the committee asked, "to elect another member in his place?" When the letter was read, a member of the board said, "Give a gun." The board decided to inform the school committee that a member was entitled to sit on a committee until he resigned, and that the board had no power to interfere. (934, 198, 1110, 260)
friction-heading: FRICTION OF COMMITTEE. (955, 161, 1089, 172)
weather-subheading: GENERAL FORECAST. (39, 405, 101, 412)
insurance-heading: INSURANCE PREMIUMS. (492, 259, 561, 266)
divider (44, 932, 97, 933)
column-rule (608, 30, 609, 1380)
cure-body: In a brief introductory review, Mr. Cruwshaw stated that the mission was inter-denominational and international. When the mission was founded, in 1874, its work was confined to India, but chiefly through the noble work of Wellesley C. Bailey, the founder, it had enlarged its activities, and now carried on its work in eight tropical countries from no less than 100 stations. The mission provided shelter, food, clothing and medical care, the spiritual needs of the lepers also receiving attention. The lepers were also given the very best medical treatment, marvellous results having been obtained with a very recent treatment. For many years it had been realised that the oil from the ripe fruit of the chaulmoogra tree was proving beneficial to lepers. When taken by the mouth the oil often caused sickness and vomiting, and therefore, large doses could not be given. It had been found that, by the use of new methods, provided it was pure and sterile, it became capable of injection into the muscles. It was most beneficial if mixed with creosote to the extent of four per cent. of creosote. The injections were given by a method called subcutaneous infiltration or intramuscularly, twice a week, commencing with small doses and gradually increasing the dose, whilst a careful watch was kept for reactions. A disease such as leprosy could not be cured in a few months, but after a long time most cases were cured. The treatment seldom lasted under six months and sometimes extended over a period of six years. The cost of the injection treatment alone was £1 per leper per annum. During last year the mission had, in India alone, discharged 312 lepers free from all signs of the disease. (145, 162, 278, 370)
district-heading: DISTRICT REPORT. (44, 499, 97, 506)
column-6 (767, 30, 926, 1380)
pretender-body: The police are still searching for the woman, who is believed to have gone to one of the other capitals. (767, 622, 926, 636)
words-body: Words concerning sport and holidays are a stumbling-block to the Germans; so now they are simply borrowing them as they stand. "Week-end" is now a commonly-accepted phrase in Berlin, while the newest addition to the German language is "dirt track," the course on which the races are run, being known as a "Dirt-track Bahn." (4, 936, 137, 977)
notice-date: Dated at Palmerston North this 24th day of September, 1929. (4, 280, 137, 294)
insurance-body: Cr Low agreed with Cr Hodgens that if the water were put into the mains at Terrace End it would stay at Terrace End. The town of Frankton had scrapped its artesian scheme. The Mayor: That was solely an artesian supply. (449, 382, 604, 410)
insurance-body: To say that water in Christchurch would not affect boilers, continued Cr Low, had nothing to do with the position in Palmerston North. He took it that the quality of the water would be the same. (449, 410, 604, 431)
lawn-body: It was decided to alter the club's name to "Takaro Lawn Tennis Club" to the Takaro Tennis Club and to enter teams in the Saturday and Sunday competitions. Play will be commenced on September 28. (449, 952, 604, 979)
table-header: a.m. p.m. (50, 873, 105, 880)
mining-heading: MINING AREAS (985, 42, 1059, 52)
page-number: 2 (4, 3, 12, 19)
divider (381, 121, 508, 122)
books-heading: THE APPEAL OF BOOKS. (963, 391, 1081, 402)
pretender-subheading: ATTRACTIVE WOMAN THIEF. (805, 448, 888, 454)
aero-body: Per Press Association. WELLINGTON, Sept. 23. Having ascertained from the Government meteorologist that conditions were favourable, Captain White left Hastings at six o'clock this morning, arriving at Wellington at 7.30 o'clock. The object of the visit is to take charge of the Spartan machine which the Hawke's Bay Aero Club has purchased in Melbourne, and arrange for its dispatch by rail to Hawke's Bay. Captain White transacted his business and returned in the afternoon. (767, 290, 926, 345)
aero-heading: AEROPLANE FLIGHT. (794, 263, 899, 274)
line-body: Some time between 11 o'clock on night and 4.30 this morning the office of Mr. A. J. Gallipoli, near the Otaki Railway station was entered. A window was forced open, evidently with a jemmy, and between £12 and £13 worth of goods removed. The police were notified. (449, 1018, 604, 1053)
aero-subheading: HASTINGS TO WELLINGTON. (805, 280, 888, 287)
gaming-heading: GAMING BILL (812, 42, 881, 52)
newspaper-title: THE MANAWATU EVENING STANDARD, TUESDAY, SEPTEMBER 24, 1929. (247, 4, 867, 20)
board-body: The Mayor stated that a reply having been received from the Loans Board, it was the council's duty of considering the reply. The action of the council, he said, was to decide which of the two schemes should proceed. He would point out that the total cost of the expenditure of £14,000 would be on the reticulation. He considered that, if the ratepayers supported the scheme, the supply of water would be adequate for their needs for some years to come. He, therefore, moved that the artesian proposal be put before the ratepayers at a poll on October 30. (286, 354, 441, 416)
gaming-body: In reply, Hon. J. B. Donald said that he had every confidence in his officers and if he had not been taken in, he would have been given his election to support the Bill this year. "Confidential information is not to be given out," the Minister said. (767, 129, 926, 157)
table-row: 30th 7.50 8.14 (6, 921, 105, 928)
artesian-heading: ARTESIAN SCHEME. (498, 680, 555, 687)
bulls-heading: BULLS (669, 42, 702, 52)
bulls-subheading: (From Our Own Correspondent.) BULLS, Sept. 23. (623, 69, 748, 75)
wells-heading: WELLS AT LONGBURN. (494, 454, 559, 461)
